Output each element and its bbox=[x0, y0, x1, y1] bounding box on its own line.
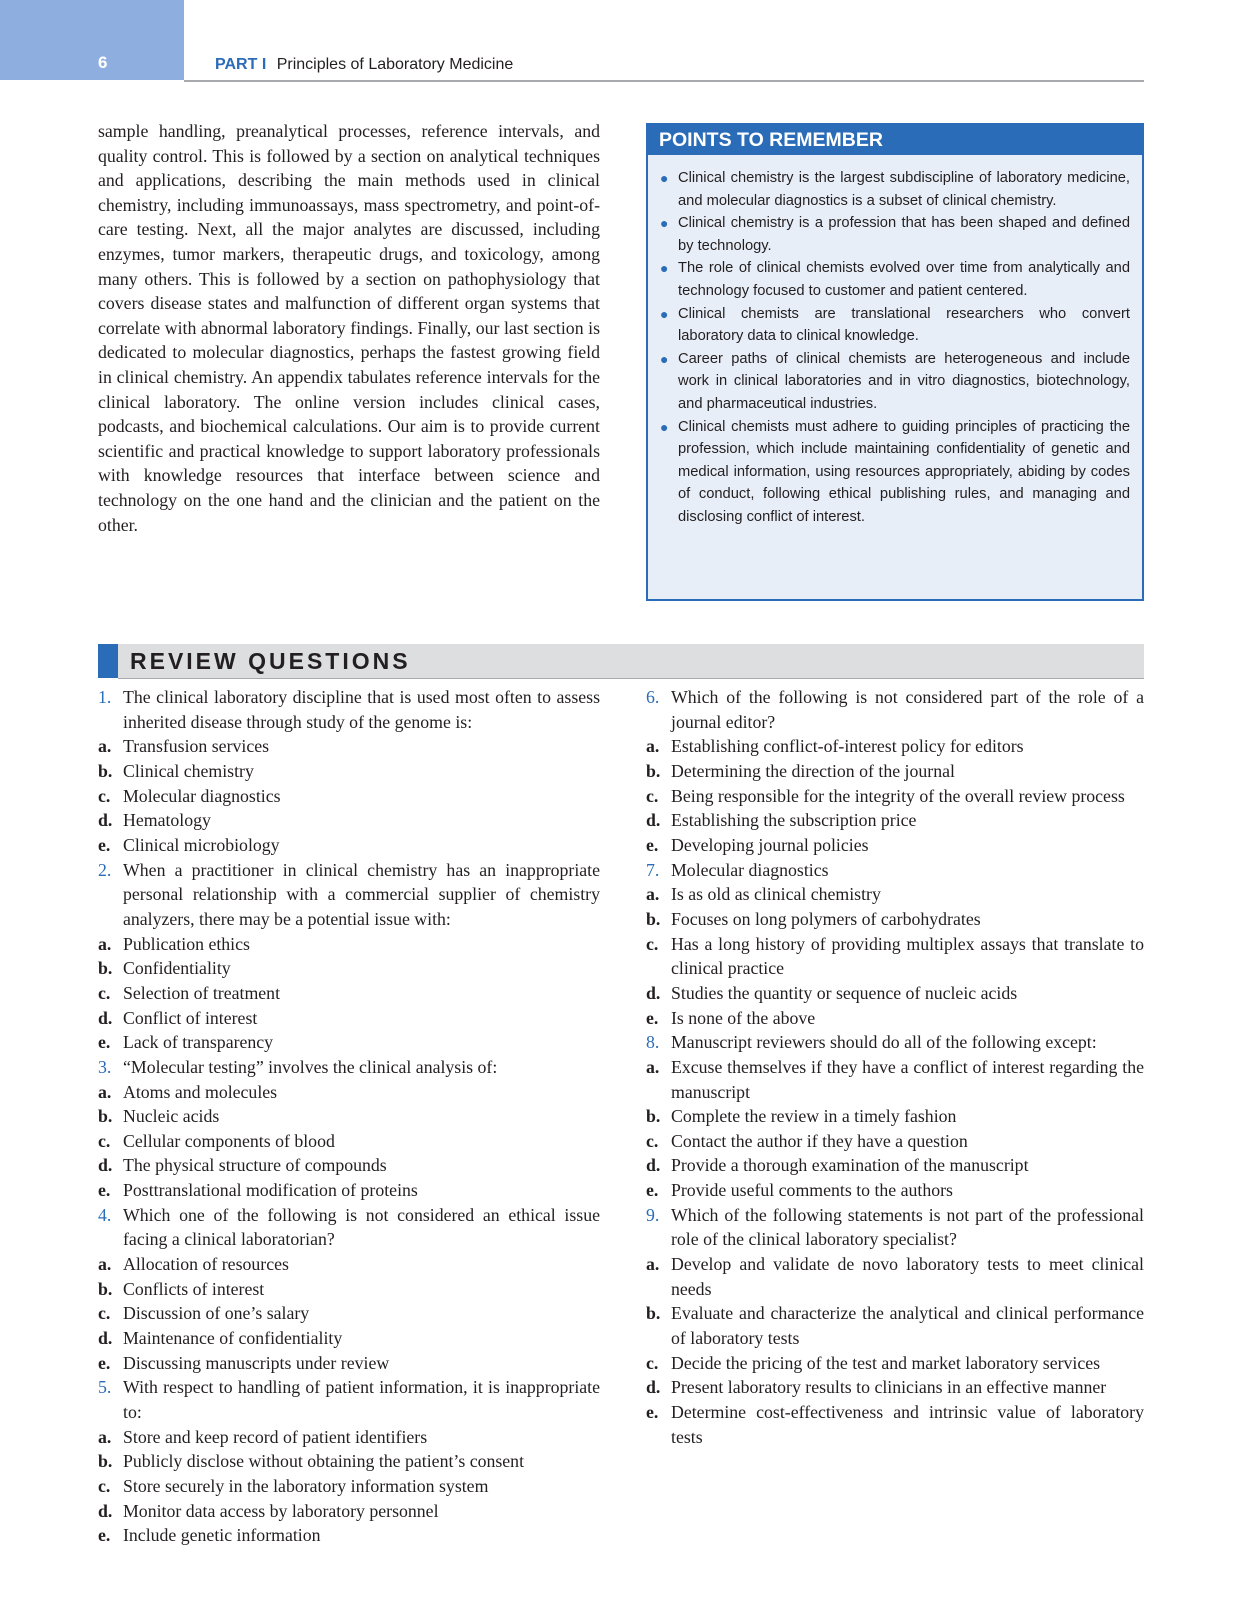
option-text: Conflict of interest bbox=[123, 1007, 258, 1028]
option-letter: d. bbox=[98, 1155, 113, 1176]
answer-option bbox=[646, 1252, 1144, 1301]
option-text: Maintenance of confidentiality bbox=[123, 1328, 343, 1349]
option-text: Present laboratory results to clinicians in an effective manner bbox=[671, 1377, 1107, 1398]
option-text: Contact the author if they have a question bbox=[671, 1130, 968, 1151]
option-letter: e. bbox=[646, 1180, 659, 1201]
answer-option bbox=[98, 932, 600, 957]
answer-option bbox=[98, 1449, 600, 1474]
review-questions-rule bbox=[118, 678, 1144, 679]
intro-paragraph: sample handling, preanalytical processes, reference intervals, and quality control. This is followed by a section on analytical techniques and applications, describing the main methods used in clinical chemistry, including immunoassays, mass spectrometry, and point-of-care testing. Next, all the major analytes are discussed, including enzymes, tumor markers, therapeutic drugs, and toxicology, among many others. This is followed by a section on pathophysiology that covers disease states and malfunction of different organ systems that correlate with abnormal laboratory findings. Finally, our last section is dedicated to molecular diagnostics, perhaps the fastest growing field in clinical chemistry. An appendix tabulates reference intervals for the clinical laboratory. The online version includes clinical cases, podcasts, and biochemical calculations. Our aim is to provide current scientific and practical knowledge to support laboratory professionals with knowledge resources that interface between science and technology on the one hand and the clinician and the patient on the other. bbox=[98, 121, 600, 535]
answer-option bbox=[646, 907, 1144, 932]
answer-option bbox=[646, 932, 1144, 981]
option-letter: c. bbox=[98, 1130, 111, 1151]
option-text: Confidentiality bbox=[123, 958, 231, 979]
option-letter: d. bbox=[646, 1377, 661, 1398]
option-text: Clinical microbiology bbox=[123, 834, 280, 855]
answer-option bbox=[98, 1301, 600, 1326]
answer-option bbox=[98, 759, 600, 784]
bullet-icon: ● bbox=[660, 170, 669, 186]
header-rule bbox=[184, 80, 1144, 82]
answer-option bbox=[98, 1104, 600, 1129]
option-letter: d. bbox=[646, 982, 661, 1003]
answer-options bbox=[646, 1055, 1144, 1203]
points-list bbox=[648, 155, 1142, 529]
option-letter: c. bbox=[98, 1476, 111, 1496]
question-number: 6. bbox=[646, 687, 660, 707]
option-letter: a. bbox=[646, 1056, 660, 1077]
question-3 bbox=[98, 1055, 600, 1203]
option-text: Develop and validate de novo laboratory tests to meet clinical needs bbox=[671, 1254, 1144, 1299]
question-7 bbox=[646, 858, 1144, 1031]
bullet-icon: ● bbox=[660, 350, 669, 367]
option-letter: c. bbox=[646, 785, 659, 806]
option-letter: c. bbox=[98, 982, 111, 1003]
option-text: Has a long history of providing multiplex assays that translate to clinical practice bbox=[671, 933, 1144, 979]
option-letter: b. bbox=[98, 760, 113, 781]
option-text: Monitor data access by laboratory personnel bbox=[123, 1500, 439, 1521]
points-item bbox=[658, 212, 1130, 257]
page-number: 6 bbox=[98, 53, 108, 72]
question-6 bbox=[646, 685, 1144, 858]
answer-option bbox=[98, 1499, 600, 1524]
option-text: Determining the direction of the journal bbox=[671, 760, 955, 781]
question-number: 1. bbox=[98, 687, 112, 707]
option-text: Evaluate and characterize the analytical and clinical performance of laboratory tests bbox=[671, 1303, 1144, 1349]
option-letter: d. bbox=[98, 810, 113, 831]
question-number: 4. bbox=[98, 1204, 112, 1225]
option-letter: d. bbox=[98, 1007, 113, 1028]
answer-option bbox=[646, 981, 1144, 1006]
question-text: When a practitioner in clinical chemistry has an inappropriate personal relationship with a commercial supplier of chemistry analyzers, there may be a potential issue with: bbox=[123, 859, 600, 929]
answer-option bbox=[646, 1351, 1144, 1376]
option-text: Include genetic information bbox=[123, 1525, 321, 1546]
answer-option bbox=[98, 1425, 600, 1450]
option-letter: e. bbox=[98, 1352, 111, 1373]
answer-options bbox=[98, 1425, 600, 1548]
question-text: Molecular diagnostics bbox=[671, 859, 829, 880]
bullet-icon: ● bbox=[660, 305, 669, 322]
running-head bbox=[215, 56, 513, 74]
answer-option bbox=[98, 1326, 600, 1351]
answer-options bbox=[98, 1080, 600, 1203]
answer-option bbox=[646, 1104, 1144, 1129]
answer-option bbox=[646, 1006, 1144, 1031]
points-item-text: Clinical chemistry is a profession that has been shaped and defined by technology. bbox=[678, 215, 1130, 254]
points-box-title: POINTS TO REMEMBER bbox=[648, 125, 1142, 155]
option-text: Excuse themselves if they have a conflict of interest regarding the manuscript bbox=[671, 1056, 1144, 1102]
question-text: Manuscript reviewers should do all of the following except: bbox=[671, 1032, 1097, 1053]
points-item bbox=[658, 303, 1130, 348]
question-4 bbox=[98, 1203, 600, 1376]
question-8 bbox=[646, 1030, 1144, 1203]
question-number: 3. bbox=[98, 1056, 112, 1077]
option-letter: c. bbox=[646, 1352, 659, 1373]
question-text: With respect to handling of patient information, it is inappropriate to: bbox=[123, 1377, 600, 1423]
option-text: The physical structure of compounds bbox=[123, 1155, 387, 1176]
points-item bbox=[658, 167, 1130, 212]
option-text: Publication ethics bbox=[123, 933, 250, 954]
answer-option bbox=[98, 1523, 600, 1548]
option-text: Provide a thorough examination of the manuscript bbox=[671, 1155, 1029, 1176]
bullet-icon: ● bbox=[660, 260, 669, 277]
option-text: Posttranslational modification of proteins bbox=[123, 1180, 418, 1201]
option-text: Transfusion services bbox=[123, 736, 270, 757]
points-item bbox=[658, 257, 1130, 302]
page-number-tab bbox=[0, 0, 184, 80]
question-text: Which one of the following is not considered an ethical issue facing a clinical laboratorian? bbox=[123, 1204, 600, 1250]
option-letter: c. bbox=[646, 933, 659, 954]
option-letter: e. bbox=[646, 834, 659, 855]
answer-option bbox=[646, 1129, 1144, 1154]
option-letter: c. bbox=[646, 1130, 659, 1151]
part-title: Principles of Laboratory Medicine bbox=[276, 56, 514, 73]
answer-option bbox=[646, 1153, 1144, 1178]
option-letter: a. bbox=[98, 736, 112, 757]
bullet-icon: ● bbox=[660, 418, 669, 435]
question-2 bbox=[98, 858, 600, 1055]
answer-options bbox=[98, 734, 600, 857]
option-letter: b. bbox=[646, 908, 661, 929]
option-text: Clinical chemistry bbox=[123, 760, 254, 781]
option-letter: b. bbox=[98, 1278, 113, 1299]
question-number: 9. bbox=[646, 1204, 660, 1225]
answer-options bbox=[98, 1252, 600, 1375]
points-to-remember-box bbox=[646, 123, 1144, 601]
option-text: Determine cost-effectiveness and intrinsic value of laboratory tests bbox=[671, 1402, 1144, 1447]
questions-column-left bbox=[98, 685, 600, 1548]
answer-options bbox=[646, 734, 1144, 857]
answer-option bbox=[646, 833, 1144, 858]
option-text: Store and keep record of patient identifiers bbox=[123, 1426, 428, 1447]
answer-option bbox=[646, 882, 1144, 907]
option-letter: a. bbox=[646, 1254, 660, 1275]
option-text: Studies the quantity or sequence of nucleic acids bbox=[671, 982, 1018, 1003]
answer-option bbox=[98, 956, 600, 981]
option-text: Cellular components of blood bbox=[123, 1130, 335, 1151]
bullet-icon: ● bbox=[660, 215, 669, 232]
option-letter: a. bbox=[98, 1081, 112, 1102]
option-text: Nucleic acids bbox=[123, 1106, 220, 1127]
answer-option bbox=[98, 1129, 600, 1154]
question-9 bbox=[646, 1203, 1144, 1450]
answer-option bbox=[646, 759, 1144, 784]
option-text: Store securely in the laboratory information system bbox=[123, 1476, 489, 1496]
review-questions-marker bbox=[98, 644, 118, 678]
answer-options bbox=[646, 882, 1144, 1030]
answer-options bbox=[98, 932, 600, 1055]
answer-option bbox=[98, 833, 600, 858]
points-item-text: The role of clinical chemists evolved over time from analytically and technology focused to customer and patient centered. bbox=[678, 260, 1130, 299]
option-letter: d. bbox=[646, 810, 661, 831]
option-letter: d. bbox=[98, 1500, 113, 1521]
option-text: Allocation of resources bbox=[123, 1254, 289, 1275]
points-item bbox=[658, 348, 1130, 416]
option-letter: e. bbox=[98, 1180, 111, 1201]
answer-option bbox=[98, 1178, 600, 1203]
option-letter: b. bbox=[98, 958, 113, 979]
answer-option bbox=[98, 1351, 600, 1376]
option-text: Establishing conflict-of-interest policy for editors bbox=[671, 736, 1024, 757]
option-text: Discussing manuscripts under review bbox=[123, 1352, 390, 1373]
option-letter: a. bbox=[646, 884, 660, 905]
option-text: Establishing the subscription price bbox=[671, 810, 917, 831]
option-letter: e. bbox=[98, 834, 111, 855]
points-item-text: Career paths of clinical chemists are heterogeneous and include work in clinical laboratories and in vitro diagnostics, biotechnology, and pharmaceutical industries. bbox=[678, 350, 1130, 412]
answer-option bbox=[646, 808, 1144, 833]
option-letter: b. bbox=[646, 1106, 661, 1127]
option-text: Complete the review in a timely fashion bbox=[671, 1106, 957, 1127]
option-text: Publicly disclose without obtaining the patient’s consent bbox=[123, 1451, 525, 1472]
answer-option bbox=[98, 734, 600, 759]
question-number: 2. bbox=[98, 859, 112, 880]
answer-option bbox=[646, 1301, 1144, 1350]
option-text: Lack of transparency bbox=[123, 1032, 274, 1053]
option-text: Atoms and molecules bbox=[123, 1081, 278, 1102]
option-text: Being responsible for the integrity of the overall review process bbox=[671, 785, 1125, 806]
answer-option bbox=[646, 1055, 1144, 1104]
option-text: Hematology bbox=[123, 810, 211, 831]
answer-option bbox=[98, 981, 600, 1006]
option-text: Selection of treatment bbox=[123, 982, 281, 1003]
review-questions-title: REVIEW QUESTIONS bbox=[130, 648, 411, 674]
option-letter: a. bbox=[646, 736, 660, 757]
questions-column-right bbox=[646, 685, 1144, 1449]
points-item bbox=[658, 416, 1130, 529]
question-text: Which of the following statements is not part of the professional role of the clinical laboratory specialist? bbox=[671, 1204, 1144, 1250]
option-text: Discussion of one’s salary bbox=[123, 1303, 310, 1324]
option-text: Molecular diagnostics bbox=[123, 785, 281, 806]
option-letter: e. bbox=[646, 1007, 659, 1028]
answer-option bbox=[646, 734, 1144, 759]
option-text: Provide useful comments to the authors bbox=[671, 1180, 953, 1201]
option-letter: b. bbox=[98, 1451, 113, 1472]
answer-options bbox=[646, 1252, 1144, 1449]
answer-option bbox=[98, 1474, 600, 1499]
answer-option bbox=[98, 1153, 600, 1178]
option-letter: a. bbox=[98, 1254, 112, 1275]
question-text: “Molecular testing” involves the clinical analysis of: bbox=[123, 1056, 498, 1077]
answer-option bbox=[98, 1252, 600, 1277]
option-letter: b. bbox=[98, 1106, 113, 1127]
option-text: Is none of the above bbox=[671, 1007, 816, 1028]
answer-option bbox=[98, 784, 600, 809]
option-letter: d. bbox=[98, 1328, 113, 1349]
points-item-text: Clinical chemistry is the largest subdiscipline of laboratory medicine, and molecular diagnostics is a subset of clinical chemistry. bbox=[678, 170, 1130, 209]
option-text: Focuses on long polymers of carbohydrates bbox=[671, 908, 981, 929]
answer-option bbox=[98, 808, 600, 833]
option-letter: b. bbox=[646, 760, 661, 781]
answer-option bbox=[646, 784, 1144, 809]
points-item-text: Clinical chemists must adhere to guiding principles of practicing the profession, which include maintaining confidentiality of genetic and medical information, using resources appropriately, abiding by codes of conduct, following ethical publishing rules, and managing and disclosing conflict of interest. bbox=[678, 418, 1130, 525]
option-text: Conflicts of interest bbox=[123, 1278, 265, 1299]
question-text: The clinical laboratory discipline that is used most often to assess inherited disease through study of the genome is: bbox=[123, 687, 600, 732]
answer-option bbox=[98, 1080, 600, 1105]
option-letter: d. bbox=[646, 1155, 661, 1176]
part-label: PART I bbox=[215, 56, 267, 73]
points-item-text: Clinical chemists are translational researchers who convert laboratory data to clinical knowledge. bbox=[678, 305, 1130, 345]
option-letter: c. bbox=[98, 1303, 111, 1324]
option-letter: b. bbox=[646, 1303, 661, 1324]
answer-option bbox=[646, 1178, 1144, 1203]
question-5 bbox=[98, 1375, 600, 1548]
answer-option bbox=[98, 1006, 600, 1031]
option-letter: a. bbox=[98, 1426, 112, 1447]
answer-option bbox=[646, 1375, 1144, 1400]
answer-option bbox=[98, 1030, 600, 1055]
option-letter: e. bbox=[646, 1402, 659, 1423]
answer-option bbox=[98, 1277, 600, 1302]
option-letter: a. bbox=[98, 933, 112, 954]
option-text: Decide the pricing of the test and market laboratory services bbox=[671, 1352, 1101, 1373]
option-letter: c. bbox=[98, 785, 111, 806]
option-text: Is as old as clinical chemistry bbox=[671, 884, 881, 905]
option-letter: e. bbox=[98, 1032, 111, 1053]
question-number: 5. bbox=[98, 1377, 112, 1398]
question-text: Which of the following is not considered part of the role of a journal editor? bbox=[671, 687, 1144, 732]
option-letter: e. bbox=[98, 1525, 111, 1546]
question-number: 7. bbox=[646, 859, 660, 880]
option-text: Developing journal policies bbox=[671, 834, 869, 855]
question-1 bbox=[98, 685, 600, 858]
question-number: 8. bbox=[646, 1032, 660, 1053]
answer-option bbox=[646, 1400, 1144, 1449]
